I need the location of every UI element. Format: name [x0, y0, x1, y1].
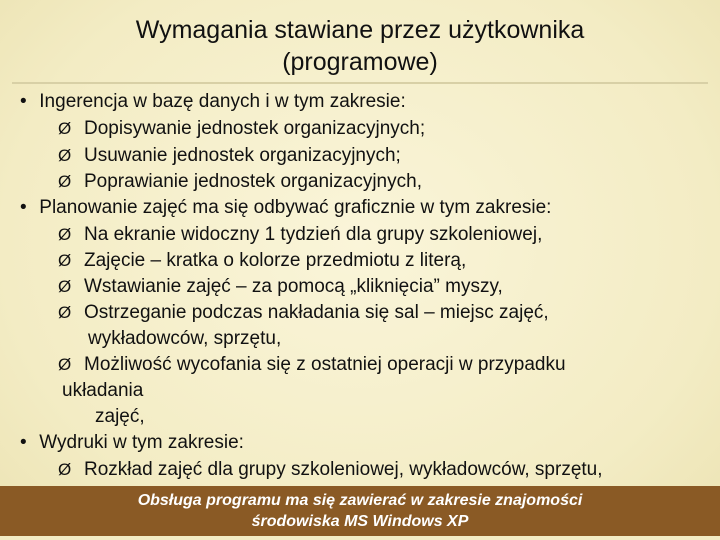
subitem-ekran: [58, 223, 542, 247]
title-line-2: (programowe): [282, 48, 438, 76]
subitem-zajecie: [58, 249, 466, 273]
slide-title: [0, 14, 720, 78]
arrow-bullet-icon: Ø: [58, 355, 72, 374]
arrow-bullet-icon: Ø: [58, 119, 72, 138]
subitem-text: Dopisywanie jednostek organizacyjnych;: [84, 118, 426, 139]
subitem-text: Rozkład zajęć dla grupy szkoleniowej, wykładowców, sprzętu,: [84, 459, 603, 480]
arrow-bullet-icon: Ø: [58, 303, 72, 322]
subitem-text: Zajęcie – kratka o kolorze przedmiotu z literą,: [84, 250, 467, 271]
subitem-poprawianie: [58, 170, 422, 194]
bullet-planowanie: [20, 196, 551, 220]
subitem-text: Na ekranie widoczny 1 tydzień dla grupy szkoleniowej,: [84, 224, 543, 245]
subitem-ostrzeganie: [58, 301, 549, 325]
subitem-continuation: [88, 327, 281, 351]
subitem-text: układania: [62, 380, 144, 401]
subitem-usuwanie: [58, 144, 401, 168]
subitem-text: wykładowców, sprzętu,: [88, 328, 282, 349]
footer-line-2: środowiska MS Windows XP: [251, 513, 469, 530]
subitem-text: Wstawianie zajęć – za pomocą „kliknięcia” myszy,: [84, 276, 503, 297]
arrow-bullet-icon: Ø: [58, 277, 72, 296]
subitem-text: Poprawianie jednostek organizacyjnych,: [84, 171, 422, 192]
subitem-continuation: [62, 379, 143, 403]
subitem-text: Możliwość wycofania się z ostatniej operacji w przypadku: [84, 354, 566, 375]
subitem-wstawianie: [58, 275, 503, 299]
bullet-text: Ingerencja w bazę danych i w tym zakresie:: [39, 91, 406, 112]
arrow-bullet-icon: Ø: [58, 172, 72, 191]
subitem-text: Usuwanie jednostek organizacyjnych;: [84, 145, 401, 166]
arrow-bullet-icon: Ø: [58, 460, 72, 479]
arrow-bullet-icon: Ø: [58, 146, 72, 165]
subitem-continuation: [95, 405, 145, 429]
arrow-bullet-icon: Ø: [58, 225, 72, 244]
title-divider: [12, 82, 708, 84]
arrow-bullet-icon: Ø: [58, 251, 72, 270]
subitem-dopisywanie: [58, 117, 425, 141]
bottom-strip: [0, 536, 720, 540]
footer-line-1: Obsługa programu ma się zawierać w zakresie znajomości: [137, 492, 583, 509]
title-line-1: Wymagania stawiane przez użytkownika: [135, 16, 585, 44]
bullet-text: Planowanie zajęć ma się odbywać graficznie w tym zakresie:: [39, 197, 552, 218]
subitem-text: zajęć,: [95, 406, 145, 427]
subitem-wycofanie: [58, 353, 566, 377]
bullet-wydruki: [20, 431, 244, 455]
bullet-ingerencja: [20, 90, 406, 114]
footer-banner: [0, 486, 720, 538]
subitem-rozklad: [58, 458, 603, 482]
bullet-text: Wydruki w tym zakresie:: [39, 432, 244, 453]
subitem-text: Ostrzeganie podczas nakładania się sal – miejsc zajęć,: [84, 302, 549, 323]
